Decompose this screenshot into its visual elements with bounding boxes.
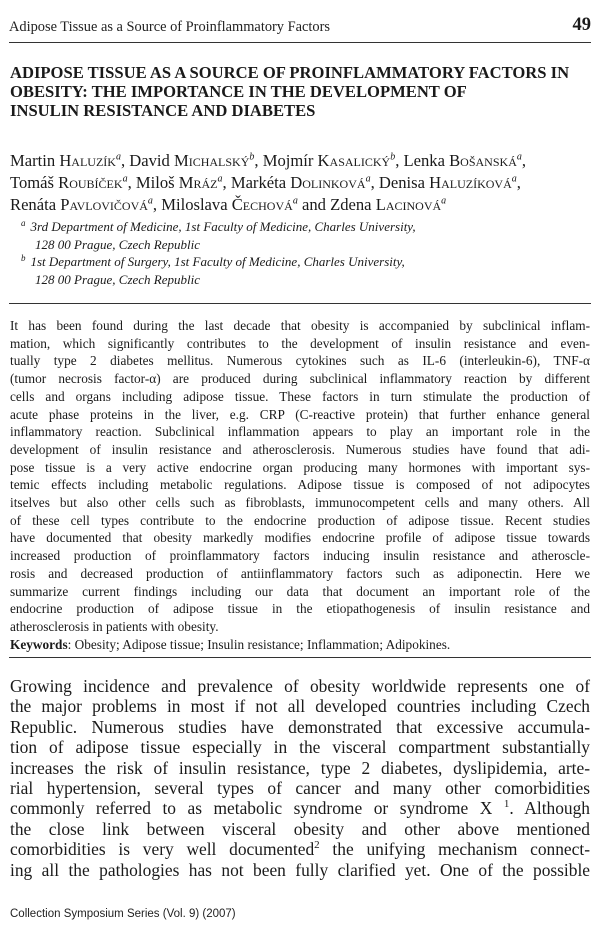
affiliation-marker: b: [390, 151, 396, 163]
affiliation-text: 1st Department of Surgery, 1st Faculty of Medicine, Charles University,: [30, 254, 405, 270]
abstract-bottom-rule: [9, 657, 591, 658]
abstract-line: endocrine production of adipose tissue in the etiopathogenesis of insulin resistance and: [10, 601, 590, 617]
running-title: Adipose Tissue as a Source of Proinflammatory Factors: [9, 19, 330, 35]
affiliation-b: [21, 253, 581, 271]
abstract-line: temic effects including metabolic regulations. Adipose tissue is composed of not adipocytes: [10, 477, 590, 493]
affiliation-key: b: [21, 252, 26, 263]
abstract-line: itselves but also other cells such as fibroblasts, immunocompetent cells and many others. All: [10, 495, 590, 511]
keywords-label: Keywords: [10, 636, 68, 652]
affiliation-marker: a: [441, 195, 447, 207]
abstract-line: It has been found during the last decade that obesity is accompanied by subclinical inflam-: [10, 318, 590, 333]
abstract-line: have documented that obesity markedly modifies endocrine profile of adipose tissue towards: [10, 530, 590, 546]
abstract-line: acute phase proteins in the liver, e.g. CRP (C-reactive protein) that further enhance general: [10, 406, 590, 422]
affiliation-marker: a: [147, 195, 153, 207]
abstract-line: rosis and decreased production of antiinflammatory factors such as adiponectin. Here we: [10, 565, 590, 581]
affiliation-marker: a: [122, 173, 128, 185]
running-head: [9, 17, 591, 39]
affiliation-b-address: 128 00 Prague, Czech Republic: [35, 271, 200, 287]
body-line: increases the risk of insulin resistance, type 2 diabetes, dyslipidemia, arte-: [10, 757, 590, 778]
body-text-span: comorbidities is very well documented: [10, 839, 315, 860]
keywords: [10, 636, 590, 654]
body-text: [10, 676, 590, 880]
author-name: Martin Haluzík$^a$: [10, 151, 121, 170]
affiliation-marker: b: [249, 151, 255, 163]
author-name: Tomáš Roubíček$^a$: [10, 173, 128, 192]
body-line: Growing incidence and prevalence of obesity worldwide represents one of: [10, 676, 590, 696]
body-line: [10, 839, 590, 859]
author-name: Miloslava Čechová$^a$: [161, 195, 298, 214]
reference-1: 1: [503, 798, 510, 811]
abstract-line: tually type 2 diabetes mellitus. Numerous cytokines such as IL-6 (interleukin-6), TNF-α: [10, 353, 590, 369]
abstract-line: atherosclerosis in patients with obesity.: [10, 618, 219, 634]
abstract-line: inflammatory reaction. Subclinical inflammation appears to play an important role in the: [10, 424, 590, 440]
affiliation-text: 3rd Department of Medicine, 1st Faculty of Medicine, Charles University,: [30, 219, 416, 234]
abstract-line: pose tissue is a very active endocrine organ producing many hormones with important sys-: [10, 459, 590, 475]
abstract-line: summarize current findings including our data that document an important role of the: [10, 583, 590, 599]
body-line: the major problems in most if not all developed countries including Czech: [10, 696, 590, 717]
page-footer: Collection Symposium Series (Vol. 9) (2007): [10, 908, 236, 920]
author-name: Renáta Pavlovičová$^a$: [10, 195, 153, 214]
author-list: [10, 150, 600, 216]
affiliation-a-address: 128 00 Prague, Czech Republic: [35, 236, 200, 252]
body-text-span: the unifying mechanism connect-: [319, 839, 590, 860]
article-title-line: INSULIN RESISTANCE AND DIABETES: [10, 101, 316, 121]
body-line: [10, 798, 590, 818]
affiliation-marker: a: [217, 173, 223, 185]
article-title-line: OBESITY: THE IMPORTANCE IN THE DEVELOPMENT OF: [10, 82, 467, 102]
author-name: Denisa Haluzíková$^a$: [378, 173, 517, 192]
body-paragraph: [10, 676, 590, 798]
affiliation-marker: a: [292, 195, 298, 207]
affiliation-marker: a: [511, 173, 517, 185]
page-number: 49: [572, 15, 591, 35]
header-rule: [9, 42, 591, 43]
body-line: tion of adipose tissue especially in the visceral compartment substantially: [10, 737, 590, 758]
abstract-line: of these cell types contribute to the endocrine production of adipose tissue. Recent studies: [10, 512, 590, 528]
abstract-line: development of insulin resistance and atherosclerosis. Numerous studies have found that adi-: [10, 441, 590, 457]
abstract-top-rule: [9, 303, 591, 304]
body-line: ing all the pathologies has not been fully clarified yet. One of the possible: [10, 859, 590, 880]
abstract-line: cells and organs including adipose tissue. These factors in turn stimulate the production of: [10, 388, 590, 404]
affiliation-marker: a: [516, 151, 522, 163]
article-title: [10, 63, 590, 121]
affiliation-a: [21, 218, 581, 236]
affiliation-marker: a: [365, 173, 371, 185]
body-line: the close link between visceral obesity and other above mentioned: [10, 818, 590, 839]
author-name: Zdena Lacinová$^a$: [330, 195, 447, 214]
abstract-line: (tumor necrosis factor-α) are produced during subclinical inflammatory reaction by different: [10, 371, 590, 387]
author-line: Martin Haluzík$^a$, David Michalský$^b$, Mojmír Kasalický$^b$, Lenka Bošanská$^a$,: [10, 151, 527, 170]
author-name: Miloš Mráz$^a$: [135, 173, 223, 192]
article-title-line: ADIPOSE TISSUE AS A SOURCE OF PROINFLAMMATORY FACTORS IN: [10, 63, 570, 82]
body-line: rial hypertension, several types of cancer and many other comorbidities: [10, 778, 590, 799]
body-text-span: commonly referred to as metabolic syndrome or syndrome X: [10, 798, 493, 819]
author-name: Markéta Dolinková$^a$: [230, 173, 371, 192]
author-name: Lenka Bošanská$^a$: [403, 151, 522, 170]
affiliations: [21, 218, 581, 288]
body-text-span: . Although: [509, 798, 590, 819]
abstract: [10, 317, 590, 653]
abstract-line: increased production of proinflammatory factors inducing insulin resistance and atheroscle-: [10, 548, 590, 564]
author-line: Renáta Pavlovičová$^a$, Miloslava Čechová$^a$ and Zdena Lacinová$^a$: [10, 195, 447, 214]
body-line: Republic. Numerous studies have demonstrated that excessive accumula-: [10, 716, 590, 737]
reference-2: 2: [314, 839, 320, 852]
author-name: David Michalský$^b$: [129, 151, 255, 170]
author-name: Mojmír Kasalický$^b$: [262, 151, 396, 170]
abstract-line: mation, which significantly contributes to the development of insulin resistance and even-: [10, 335, 590, 351]
affiliation-key: a: [21, 217, 26, 228]
affiliation-marker: a: [115, 151, 121, 163]
abstract-text: [10, 317, 590, 636]
author-line: Tomáš Roubíček$^a$, Miloš Mráz$^a$, Markéta Dolinková$^a$, Denisa Haluzíková$^a$,: [10, 173, 521, 192]
keywords-text: : Obesity; Adipose tissue; Insulin resistance; Inflammation; Adipokines.: [67, 636, 451, 652]
